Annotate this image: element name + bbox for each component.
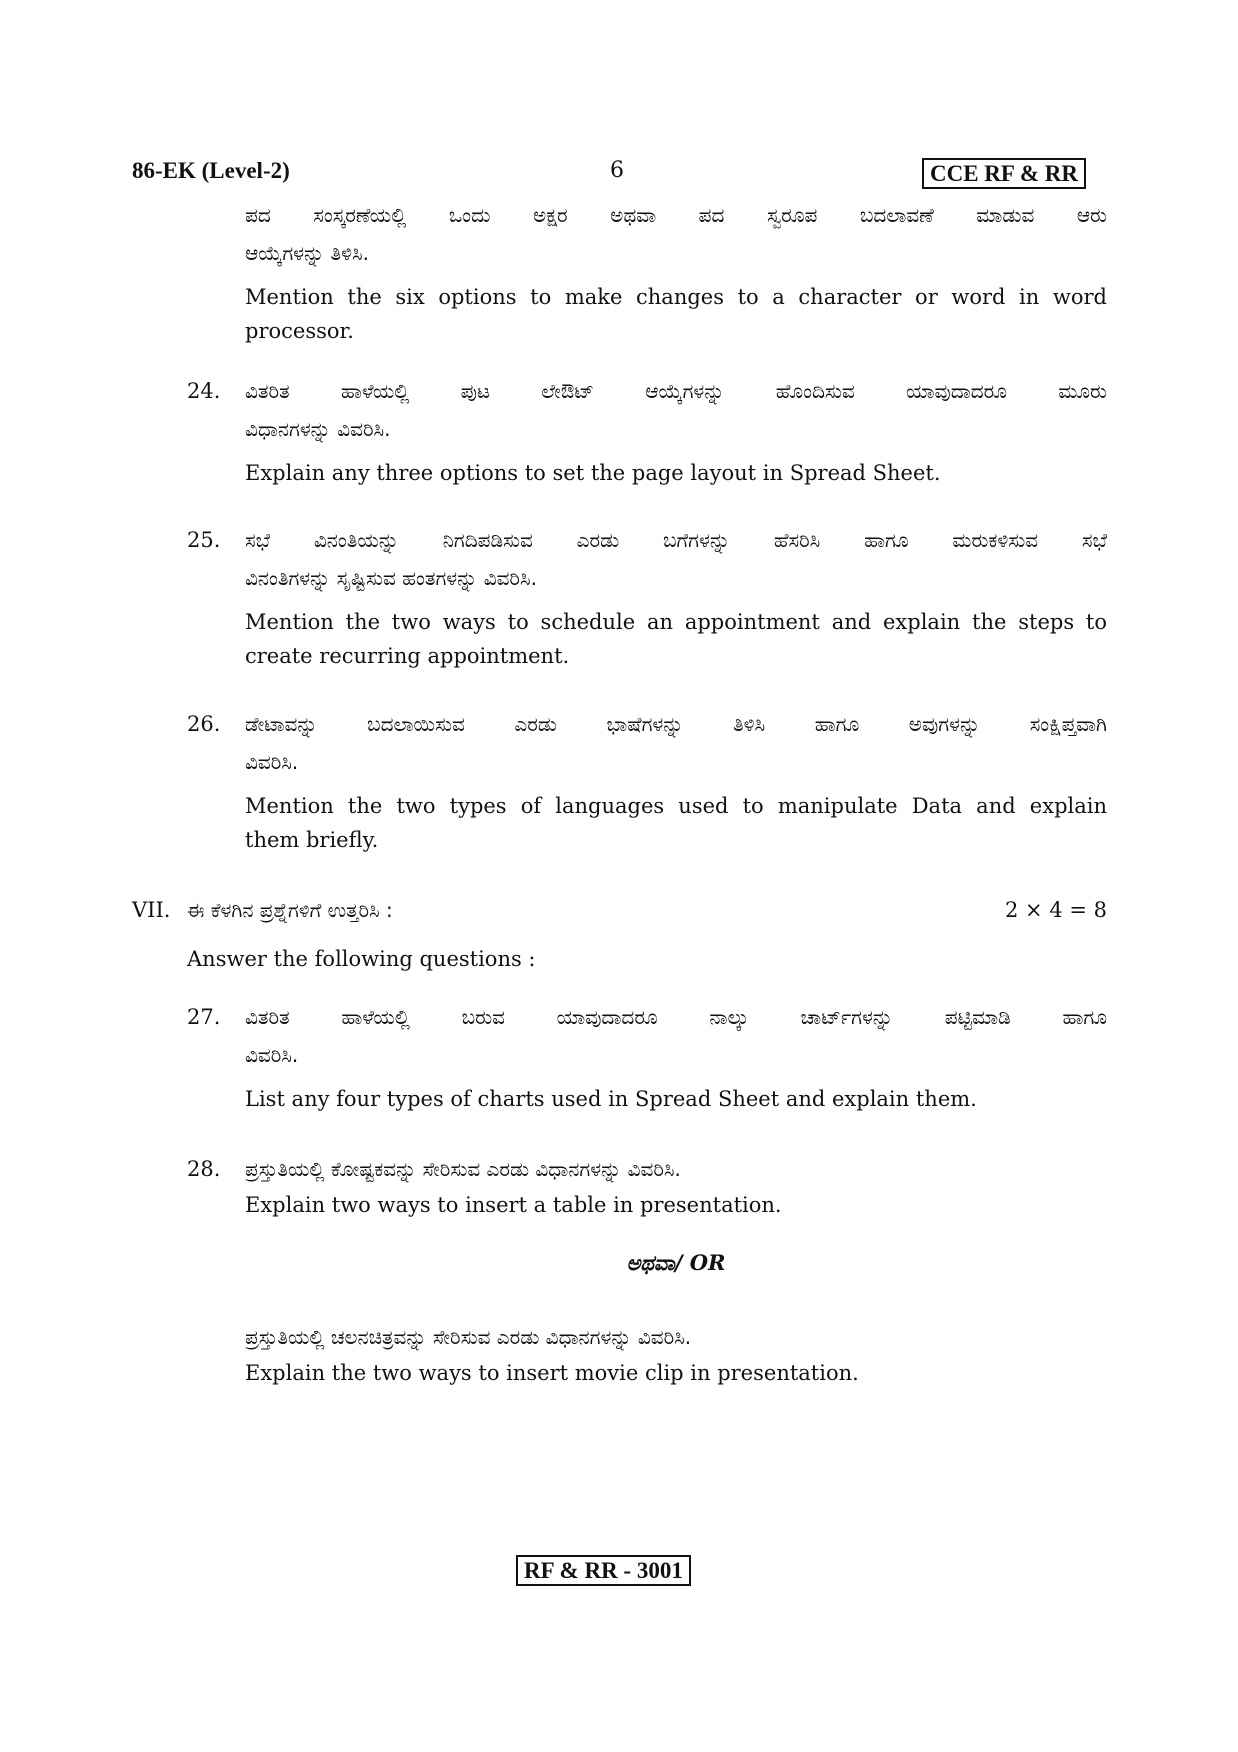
section-marks: 2 × 4 = 8	[1005, 898, 1107, 922]
kannada-line: ವಿನಂತಿಗಳನ್ನು ಸೃಷ್ಟಿಸುವ ಹಂತಗಳನ್ನು ವಿವರಿಸಿ.	[245, 566, 537, 590]
kannada-line: ವಿತರಿತ ಹಾಳೆಯಲ್ಲಿ ಪುಟ ಲೇಔಟ್ ಆಯ್ಕೆಗಳನ್ನು ಹೊಂದಿಸುವ ಯಾವುದಾದರೂ ಮೂರು	[245, 379, 1107, 403]
kannada-line: ಸಭೆ ವಿನಂತಿಯನ್ನು ನಿಗದಿಪಡಿಸುವ ಎರಡು ಬಗೆಗಳನ್ನು ಹೆಸರಿಸಿ ಹಾಗೂ ಮರುಕಳಿಸುವ ಸಭೆ	[245, 528, 1107, 552]
footer-code: RF & RR - 3001	[516, 1555, 691, 1586]
english-line: Mention the two types of languages used to manipulate Data and explain	[245, 794, 1107, 818]
kannada-line: ಆಯ್ಕೆಗಳನ್ನು ತಿಳಿಸಿ.	[245, 241, 370, 265]
question-number: 26.	[187, 712, 221, 736]
scheme-badge: CCE RF & RR	[922, 158, 1086, 189]
kannada-line: ಪ್ರಸ್ತುತಿಯಲ್ಲಿ ಚಲನಚಿತ್ರವನ್ನು ಸೇರಿಸುವ ಎರಡು ವಿಧಾನಗಳನ್ನು ವಿವರಿಸಿ.	[245, 1325, 692, 1349]
english-line: Mention the two ways to schedule an appointment and explain the steps to	[245, 610, 1107, 634]
english-line: processor.	[245, 319, 354, 343]
question-number: 28.	[187, 1157, 221, 1181]
or-separator: ಅಥವಾ/ OR	[626, 1250, 726, 1275]
kannada-line: ಪ್ರಸ್ತುತಿಯಲ್ಲಿ ಕೋಷ್ಟಕವನ್ನು ಸೇರಿಸುವ ಎರಡು ವಿಧಾನಗಳನ್ನು ವಿವರಿಸಿ.	[245, 1157, 681, 1181]
english-line: create recurring appointment.	[245, 644, 570, 668]
question-26	[245, 705, 1107, 857]
section-instruction-english: Answer the following questions :	[187, 947, 536, 971]
english-line: List any four types of charts used in Spread Sheet and explain them.	[245, 1087, 977, 1111]
page-number: 6	[610, 158, 624, 183]
english-line: Mention the six options to make changes to a character or word in word	[245, 285, 1107, 309]
kannada-line: ವಿತರಿತ ಹಾಳೆಯಲ್ಲಿ ಬರುವ ಯಾವುದಾದರೂ ನಾಲ್ಕು ಚಾರ್ಟ್‌ಗಳನ್ನು ಪಟ್ಟಿಮಾಡಿ ಹಾಗೂ	[245, 1005, 1107, 1029]
question-24	[245, 372, 1107, 490]
kannada-line: ಡೇಟಾವನ್ನು ಬದಲಾಯಿಸುವ ಎರಡು ಭಾಷೆಗಳನ್ನು ತಿಳಿಸಿ ಹಾಗೂ ಅವುಗಳನ್ನು ಸಂಕ್ಷಿಪ್ತವಾಗಿ	[245, 712, 1107, 736]
question-28	[245, 1150, 1107, 1222]
kannada-line: ವಿಧಾನಗಳನ್ನು ವಿವರಿಸಿ.	[245, 417, 391, 441]
english-line: Explain the two ways to insert movie clip in presentation.	[245, 1361, 859, 1385]
english-line: Explain two ways to insert a table in presentation.	[245, 1193, 782, 1217]
question-continuation	[245, 196, 1107, 348]
question-27	[245, 998, 1107, 1116]
question-number: 27.	[187, 1005, 221, 1029]
kannada-line: ವಿವರಿಸಿ.	[245, 1043, 299, 1067]
english-line: Explain any three options to set the page layout in Spread Sheet.	[245, 461, 941, 485]
kannada-line: ವಿವರಿಸಿ.	[245, 750, 299, 774]
paper-code: 86-EK (Level-2)	[132, 158, 290, 183]
english-line: them briefly.	[245, 828, 379, 852]
question-25	[245, 521, 1107, 673]
question-28-alternative	[245, 1318, 1107, 1390]
section-numeral: VII.	[132, 898, 171, 922]
kannada-line: ಪದ ಸಂಸ್ಕರಣೆಯಲ್ಲಿ ಒಂದು ಅಕ್ಷರ ಅಥವಾ ಪದ ಸ್ವರೂಪ ಬದಲಾವಣೆ ಮಾಡುವ ಆರು	[245, 203, 1107, 227]
question-number: 24.	[187, 379, 221, 403]
question-number: 25.	[187, 528, 221, 552]
section-instruction-kannada: ಈ ಕೆಳಗಿನ ಪ್ರಶ್ನೆಗಳಿಗೆ ಉತ್ತರಿಸಿ :	[187, 898, 393, 922]
